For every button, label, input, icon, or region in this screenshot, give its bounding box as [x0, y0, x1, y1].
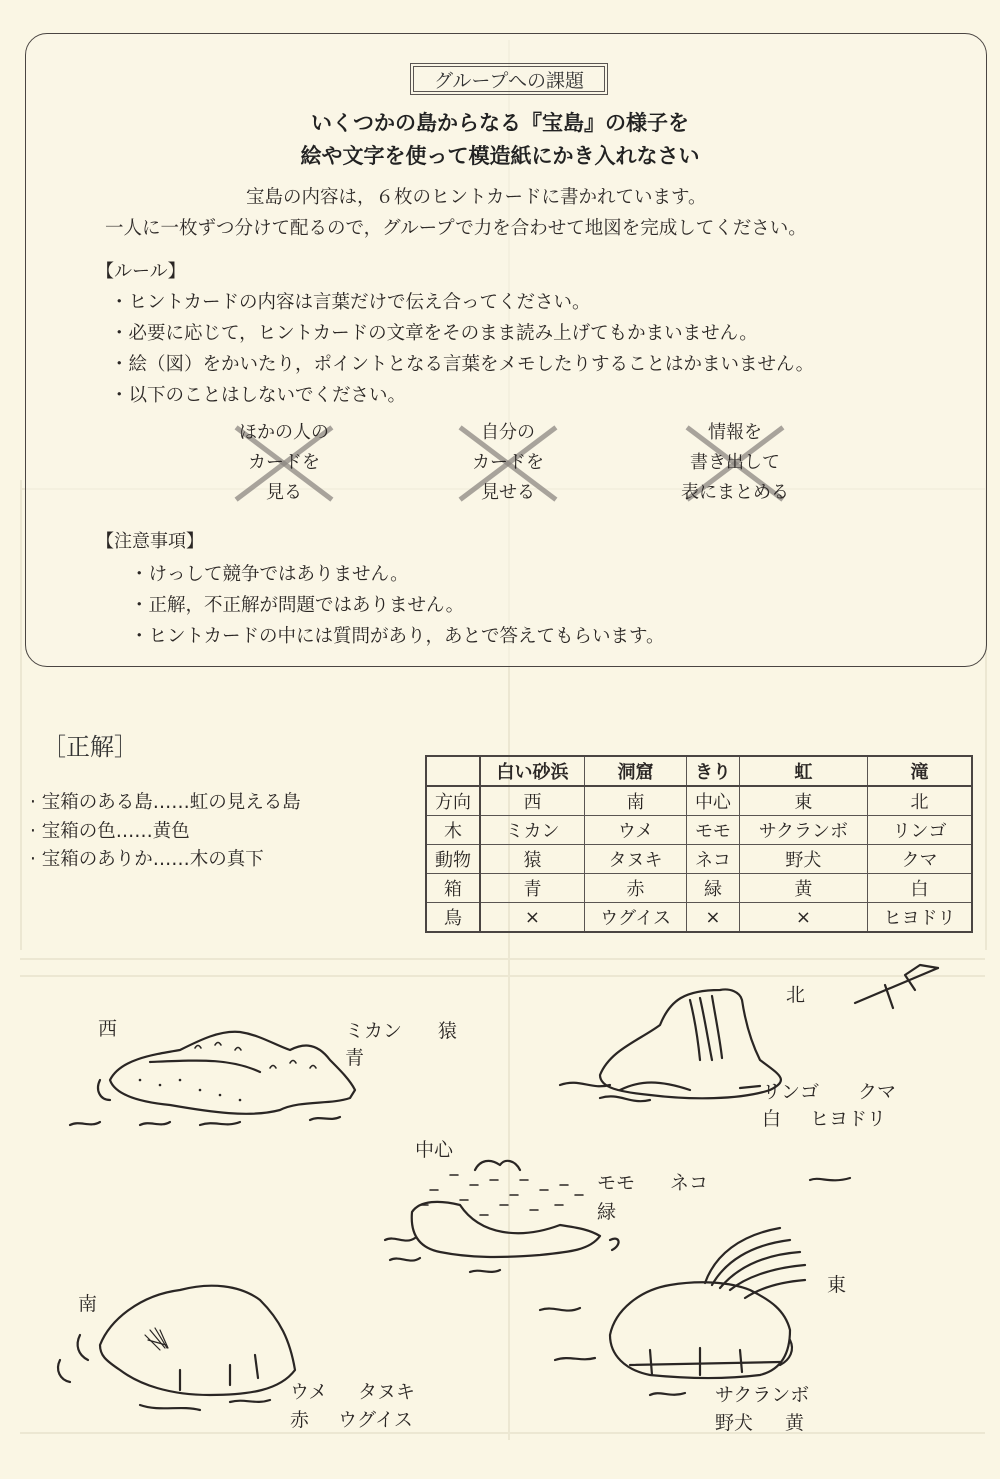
east-animal-label: 野犬 — [715, 1412, 754, 1434]
intro-line-1: 宝島の内容は，６枚のヒントカードに書かれています。 — [246, 187, 707, 208]
task-title: グループへの課題 — [433, 69, 585, 92]
south-direction-label: 南 — [78, 1293, 98, 1315]
center-tree-label: モモ — [597, 1172, 636, 1194]
east-direction-label: 東 — [827, 1274, 847, 1296]
rule-item: ・ヒントカードの内容は言葉だけで伝え合ってください。 — [110, 292, 591, 313]
north-direction-label: 北 — [786, 984, 806, 1006]
table-row: 箱 青 赤 緑 黄 白 — [426, 874, 972, 903]
note-item: ・正解，不正解が問題ではありません。 — [130, 595, 465, 616]
answer-title: ［正解］ — [42, 733, 138, 761]
rules-label: 【ルール】 — [96, 261, 186, 282]
rule-item: ・必要に応じて，ヒントカードの文章をそのまま読み上げてもかまいません。 — [110, 323, 758, 344]
task-title-badge — [410, 63, 608, 95]
west-box-label: 青 — [345, 1047, 365, 1069]
east-tree-label: サクランボ — [715, 1384, 810, 1406]
south-bird-label: ウグイス — [338, 1409, 413, 1431]
north-arrow-icon — [855, 965, 938, 1008]
west-animal-label: 猿 — [438, 1020, 458, 1042]
north-animal-label: クマ — [858, 1081, 897, 1103]
answer-item: · 宝箱のありか……木の真下 — [30, 849, 264, 870]
note-item: ・ヒントカードの中には質問があり，あとで答えてもらいます。 — [130, 626, 665, 647]
east-island-rainbow-icon — [540, 1228, 805, 1395]
rule-item: ・以下のことはしないでください。 — [110, 385, 407, 406]
east-box-label: 黄 — [785, 1412, 805, 1434]
prohibited-show-own-card: 自分の カードを 見せる — [472, 422, 544, 503]
intro-line-2: 一人に一枚ずつ分けて配るので，グループで力を合わせて地図を完成してください。 — [105, 218, 807, 239]
table-header-row: 白い砂浜 洞窟 きり 虹 滝 — [426, 756, 972, 786]
south-tree-label: ウメ — [290, 1381, 328, 1403]
center-direction-label: 中心 — [415, 1139, 454, 1161]
north-island-waterfall-icon — [560, 989, 781, 1101]
west-tree-label: ミカン — [345, 1020, 403, 1042]
note-item: ・けっして競争ではありません。 — [130, 564, 409, 585]
prohibited-write-table: 情報を 書き出して 表にまとめる — [681, 422, 789, 503]
north-tree-label: リンゴ — [762, 1081, 820, 1103]
rule-item: ・絵（図）をかいたり，ポイントとなる言葉をメモしたりすることはかまいません。 — [110, 354, 815, 375]
table-row: 鳥 × ウグイス × × ヒヨドリ — [426, 903, 972, 933]
center-animal-label: ネコ — [670, 1172, 709, 1194]
table-row: 動物 猿 タヌキ ネコ 野犬 クマ — [426, 845, 972, 874]
north-bird-label: ヒヨドリ — [810, 1108, 887, 1130]
south-animal-label: タヌキ — [358, 1381, 416, 1403]
answer-item: · 宝箱の色……黄色 — [30, 821, 190, 842]
west-direction-label: 西 — [98, 1018, 118, 1040]
bleed-through-line — [20, 480, 22, 950]
south-box-label: 赤 — [290, 1409, 310, 1431]
answer-table — [425, 755, 973, 933]
answer-item: · 宝箱のある島……虹の見える島 — [30, 792, 301, 813]
west-island-icon — [70, 1032, 355, 1125]
headline-line-1: いくつかの島からなる『宝島』の様子を — [311, 111, 689, 135]
notes-label: 【注意事項】 — [96, 531, 204, 552]
treasure-island-map — [0, 940, 1000, 1479]
table-row: 方向 西 南 中心 東 北 — [426, 786, 972, 816]
table-row: 木 ミカン ウメ モモ サクランボ リンゴ — [426, 816, 972, 845]
north-box-label: 白 — [762, 1108, 782, 1130]
prohibited-look-others-card: ほかの人の カードを 見る — [239, 422, 329, 503]
headline-line-2: 絵や文字を使って模造紙にかき入れなさい — [300, 144, 700, 168]
center-box-label: 緑 — [597, 1201, 617, 1223]
